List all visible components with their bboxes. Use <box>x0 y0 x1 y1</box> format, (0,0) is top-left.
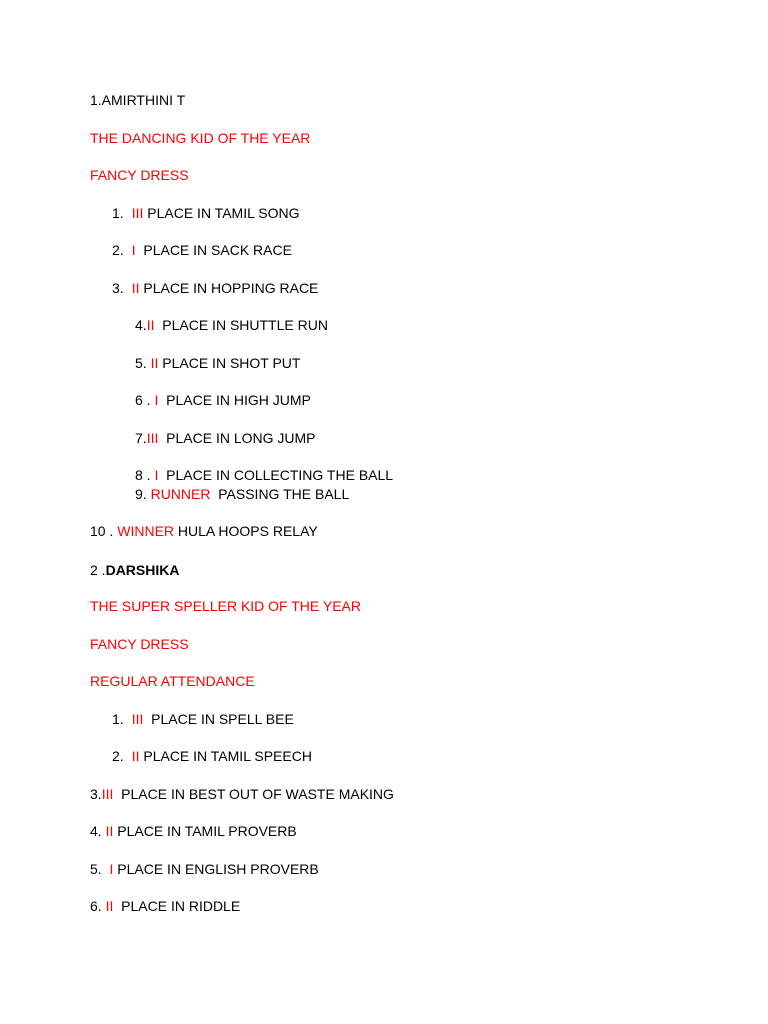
award-title: THE SUPER SPELLER KID OF THE YEAR <box>90 598 362 614</box>
item-rank: I <box>154 392 159 408</box>
item-text: HULA HOOPS RELAY <box>174 523 318 539</box>
item-text: PLACE IN HIGH JUMP <box>158 392 311 408</box>
item-rank: II <box>131 748 140 764</box>
item-rank: II <box>105 823 114 839</box>
list-item <box>112 205 299 222</box>
student-name: DARSHIKA <box>105 562 180 578</box>
list-item <box>135 430 316 447</box>
item-number: 10 . <box>90 523 118 539</box>
item-rank: III <box>131 205 144 221</box>
item-rank: I <box>154 467 159 483</box>
item-rank: WINNER <box>117 523 175 539</box>
list-item <box>90 523 318 540</box>
item-text: PLACE IN SHOT PUT <box>158 355 301 371</box>
list-item <box>112 280 318 297</box>
student-name-1: 1.AMIRTHINI T <box>90 92 186 108</box>
item-number: 2. <box>112 242 124 258</box>
item-number: 1. <box>112 205 124 221</box>
item-rank: III <box>131 711 144 727</box>
item-text: PLACE IN TAMIL PROVERB <box>113 823 297 839</box>
list-item <box>90 823 297 840</box>
item-text: PLACE IN LONG JUMP <box>158 430 316 446</box>
item-number: 3. <box>90 786 102 802</box>
item-text: PLACE IN SHUTTLE RUN <box>154 317 328 333</box>
item-text: PLACE IN TAMIL SPEECH <box>139 748 312 764</box>
item-text: PLACE IN HOPPING RACE <box>139 280 319 296</box>
item-number: 8 . <box>135 467 155 483</box>
item-number: 5. <box>90 861 110 877</box>
item-number: 2. <box>112 748 124 764</box>
item-number: 1. <box>112 711 124 727</box>
list-item <box>112 748 312 765</box>
item-rank: II <box>131 280 140 296</box>
item-number: 3. <box>112 280 124 296</box>
item-text: PLACE IN SACK RACE <box>135 242 292 258</box>
list-item <box>112 242 292 259</box>
item-text: PLACE IN BEST OUT OF WASTE MAKING <box>113 786 394 802</box>
item-number: 4. <box>90 823 106 839</box>
item-rank: I <box>109 861 114 877</box>
list-item <box>135 467 393 484</box>
list-item <box>135 392 311 409</box>
item-text: PLACE IN RIDDLE <box>113 898 241 914</box>
list-item <box>90 861 319 878</box>
list-item <box>90 898 240 915</box>
item-number: 5. <box>135 355 151 371</box>
item-rank: II <box>105 898 114 914</box>
award-title: FANCY DRESS <box>90 167 189 183</box>
list-item <box>135 486 349 503</box>
item-text: PLACE IN COLLECTING THE BALL <box>158 467 394 483</box>
item-text: PASSING THE BALL <box>210 486 350 502</box>
item-rank: III <box>101 786 114 802</box>
item-text: PLACE IN SPELL BEE <box>143 711 294 727</box>
item-number: 6 . <box>135 392 155 408</box>
list-item <box>90 786 394 803</box>
item-number: 7. <box>135 430 147 446</box>
item-rank: II <box>150 355 159 371</box>
award-title: REGULAR ATTENDANCE <box>90 673 255 689</box>
item-rank: I <box>131 242 136 258</box>
item-text: PLACE IN ENGLISH PROVERB <box>113 861 319 877</box>
list-item <box>112 711 294 728</box>
award-title: THE DANCING KID OF THE YEAR <box>90 130 311 146</box>
item-rank: II <box>146 317 155 333</box>
list-item <box>135 317 328 334</box>
student-number: 2 . <box>90 562 106 578</box>
item-number: 9. <box>135 486 151 502</box>
award-title: FANCY DRESS <box>90 636 189 652</box>
item-rank: RUNNER <box>150 486 211 502</box>
item-number: 4. <box>135 317 147 333</box>
item-number: 6. <box>90 898 106 914</box>
list-item <box>135 355 300 372</box>
student-name-2 <box>90 562 179 579</box>
item-text: PLACE IN TAMIL SONG <box>143 205 300 221</box>
item-rank: III <box>146 430 159 446</box>
